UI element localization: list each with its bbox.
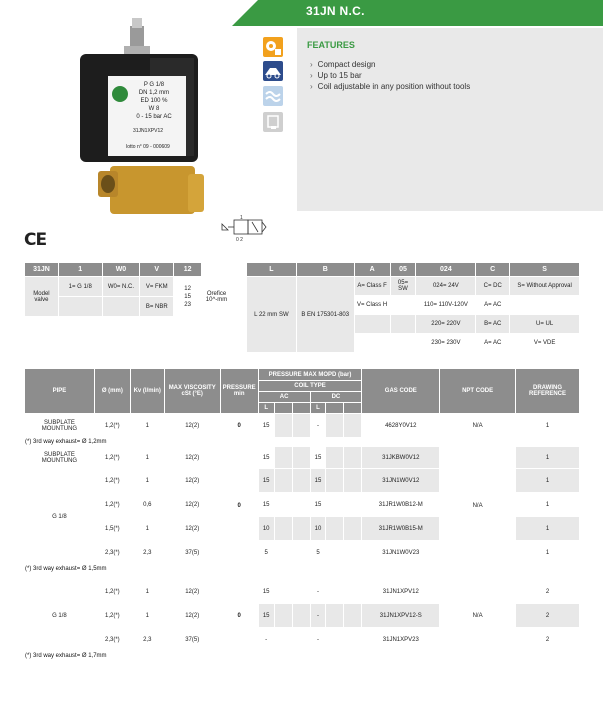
footnote: (*) 3rd way exhaust= Ø 1,2mm [25, 438, 580, 447]
code-cell: 230= 230V [416, 334, 476, 353]
code-head: A [354, 263, 390, 277]
footnote: (*) 3rd way exhaust= Ø 1,5mm [25, 565, 580, 574]
cell-kv: 1 [130, 447, 164, 469]
model-label: Model valve [25, 277, 59, 317]
cell-visc: 12(2) [164, 517, 220, 541]
code-head: C [476, 263, 510, 277]
valve-symbol [218, 214, 268, 244]
code-cell: B= AC [476, 315, 510, 334]
cell-kv: 1 [130, 414, 164, 438]
footnote: (*) 3rd way exhaust= Ø 1,7mm [25, 652, 580, 661]
cell-pmin: 0 [220, 580, 258, 652]
orifice-label: Orefice 10^-mm [202, 277, 232, 317]
col-dc-l: L [310, 403, 326, 414]
code-head: 1 [58, 263, 102, 277]
label-line: P G 1/8 [143, 82, 165, 88]
cell-ac: 15 [258, 493, 274, 517]
cell-visc: 12(2) [164, 580, 220, 604]
cell-npt: N/A [440, 580, 516, 652]
cell-dc: 15 [310, 493, 326, 517]
cell-pmin: 0 [220, 447, 258, 565]
features-panel [297, 28, 603, 211]
banner-notch [232, 0, 258, 26]
valve-photo [70, 16, 220, 224]
title-banner [232, 0, 603, 26]
feature-item: › Coil adjustable in any position without tools [310, 81, 470, 92]
cell-kv: 2,3 [130, 541, 164, 565]
code-cell: C= DC [476, 277, 510, 296]
code-cell: U= UL [510, 315, 580, 334]
cell-draw: 2 [515, 580, 579, 604]
cell-dc: - [310, 580, 326, 604]
cell-ac: 15 [258, 604, 274, 628]
cell-kv: 1 [130, 469, 164, 493]
cell-dia: 1,5(*) [94, 517, 130, 541]
cell-dc: 15 [310, 469, 326, 493]
cell-visc: 37(5) [164, 628, 220, 652]
specs-table [24, 368, 580, 661]
feature-item: › Up to 15 bar [310, 70, 470, 81]
cell-dc: 5 [310, 541, 326, 565]
cell-dc: - [310, 414, 326, 438]
col-coil-type: COIL TYPE [258, 381, 362, 392]
code-head: 31JN [25, 263, 59, 277]
cell-draw: 2 [515, 628, 579, 652]
cell-draw: 1 [515, 414, 579, 438]
code-cell: A= AC [476, 296, 510, 315]
cell-visc: 37(5) [164, 541, 220, 565]
code-head: B [296, 263, 354, 277]
col-mopd: PRESSURE MAX MOPD (bar) [258, 369, 362, 381]
cell-gas: 31JN1XPV12 [362, 580, 440, 604]
col-ac-l: L [258, 403, 274, 414]
cell-pipe: G 1/8 [25, 580, 95, 652]
port-top: 1 [240, 215, 243, 221]
cell-npt: N/A [440, 414, 516, 438]
seal-code: V= FKM [140, 277, 174, 297]
vehicle-icon [263, 61, 283, 81]
feature-item: › Compact design [310, 59, 470, 70]
cell-pipe: G 1/8 [25, 469, 95, 565]
orifice-values [174, 277, 202, 317]
cell-visc: 12(2) [164, 469, 220, 493]
code-table-left [24, 262, 232, 317]
cell-ac: 15 [258, 469, 274, 493]
cell-kv: 1 [130, 517, 164, 541]
cell-kv: 1 [130, 604, 164, 628]
label-line: DN 1,2 mm [138, 90, 170, 96]
code-cell [390, 315, 416, 334]
table-row [25, 447, 580, 469]
cell-gas: 31JN1XPV23 [362, 628, 440, 652]
cell-dc: 15 [310, 447, 326, 469]
code-cell: 024= 24V [416, 277, 476, 296]
code-head: V [140, 263, 174, 277]
col-kv: Kv (l/min) [130, 369, 164, 414]
orifice-value: 15 [184, 293, 191, 300]
cell-gas: 31JKBW0V12 [362, 447, 440, 469]
label-lotto: lotto n° 09 - 000609 [126, 144, 170, 150]
size-code: 1= G 1/8 [58, 277, 102, 297]
code-cell: V= Class H [354, 296, 390, 315]
cell-draw: 2 [515, 604, 579, 628]
code-head: L [247, 263, 297, 277]
code-cell [390, 296, 416, 315]
cell-ac: 15 [258, 447, 274, 469]
col-drawing: DRAWING REFERENCE [515, 369, 579, 414]
page-title: 31JN N.C. [306, 4, 365, 18]
cell-dia: 1,2(*) [94, 580, 130, 604]
cell-dc: 10 [310, 517, 326, 541]
cell-gas: 4628Y0V12 [362, 414, 440, 438]
cell-ac: - [258, 628, 274, 652]
cell-visc: 12(2) [164, 447, 220, 469]
cell-npt: N/A [440, 447, 516, 565]
label-line: 0 - 15 bar AC [136, 114, 172, 120]
code-cell: A= AC [476, 334, 510, 353]
l-spec: L 22 mm SW [247, 277, 297, 353]
cell-dia: 1,2(*) [94, 493, 130, 517]
features-list [310, 59, 470, 92]
col-pressure-min: PRESSURE min [220, 369, 258, 414]
col-diameter: Ø (mm) [94, 369, 130, 414]
seal-code: B= NBR [140, 297, 174, 317]
cell-ac: 5 [258, 541, 274, 565]
code-table-right [246, 262, 580, 353]
cell-draw: 1 [515, 493, 579, 517]
features-title: FEATURES [307, 40, 355, 50]
code-cell: V= VDE [510, 334, 580, 353]
cell-dia: 1,2(*) [94, 414, 130, 438]
code-head: 12 [174, 263, 202, 277]
col-pipe: PIPE [25, 369, 95, 414]
coffee-machine-icon [263, 112, 283, 132]
cell-pipe: SUBPLATE MOUNTUNG [25, 447, 95, 469]
cell-gas: 31JR1W0B12-M [362, 493, 440, 517]
cell-visc: 12(2) [164, 493, 220, 517]
code-cell: S= Without Approval [510, 277, 580, 296]
cell-gas: 31JR1W0B15-M [362, 517, 440, 541]
code-cell [354, 315, 390, 334]
cell-dia: 2,3(*) [94, 541, 130, 565]
cell-gas: 31JN1XPV12-S [362, 604, 440, 628]
cell-gas: 31JN1W0V23 [362, 541, 440, 565]
cell-ac: 15 [258, 414, 274, 438]
col-npt-code: NPT CODE [440, 369, 516, 414]
code-cell [510, 296, 580, 315]
water-icon [263, 86, 283, 106]
cell-visc: 12(2) [164, 414, 220, 438]
cell-dc: - [310, 604, 326, 628]
cell-dia: 1,2(*) [94, 447, 130, 469]
port-bottom: 0 2 [236, 237, 243, 243]
cell-dia: 1,2(*) [94, 469, 130, 493]
industrial-icon [263, 37, 283, 57]
col-gas-code: GAS CODE [362, 369, 440, 414]
col-ac: AC [258, 392, 310, 403]
code-cell: 110= 110V-120V [416, 296, 476, 315]
code-head: 05 [390, 263, 416, 277]
label-line: W 8 [148, 106, 160, 112]
cell-ac: 15 [258, 580, 274, 604]
b-spec: B EN 175301-803 [296, 277, 354, 353]
cell-gas: 31JN1W0V12 [362, 469, 440, 493]
cell-ac: 10 [258, 517, 274, 541]
cell-visc: 12(2) [164, 604, 220, 628]
function-code: W0= N.C. [102, 277, 140, 297]
orifice-value: 23 [184, 301, 191, 308]
cell-dia: 1,2(*) [94, 604, 130, 628]
col-dc: DC [310, 392, 362, 403]
cell-kv: 0,6 [130, 493, 164, 517]
cell-draw: 1 [515, 469, 579, 493]
code-cell [390, 334, 416, 353]
code-cell: 05= SW [390, 277, 416, 296]
code-cell: 220= 220V [416, 315, 476, 334]
cell-kv: 1 [130, 580, 164, 604]
code-head: W0 [102, 263, 140, 277]
code-cell [354, 334, 390, 353]
cell-pipe: SUBPLATE MOUNTUNG [25, 414, 95, 438]
orifice-value: 12 [184, 285, 191, 292]
ce-mark: CE [24, 230, 47, 250]
code-cell: A= Class F [354, 277, 390, 296]
cell-draw: 1 [515, 517, 579, 541]
table-row [25, 414, 580, 438]
code-head: 024 [416, 263, 476, 277]
label-line: ED 100 % [140, 98, 168, 104]
cell-pmin: 0 [220, 414, 258, 438]
table-row [25, 580, 580, 604]
label-code: 31JN1XPV12 [132, 128, 164, 134]
cell-draw: 1 [515, 447, 579, 469]
cell-kv: 2,3 [130, 628, 164, 652]
code-head: S [510, 263, 580, 277]
col-viscosity: MAX VISCOSITY cSt (°E) [164, 369, 220, 414]
cell-draw: 1 [515, 541, 579, 565]
cell-dia: 2,3(*) [94, 628, 130, 652]
cell-dc: - [310, 628, 326, 652]
